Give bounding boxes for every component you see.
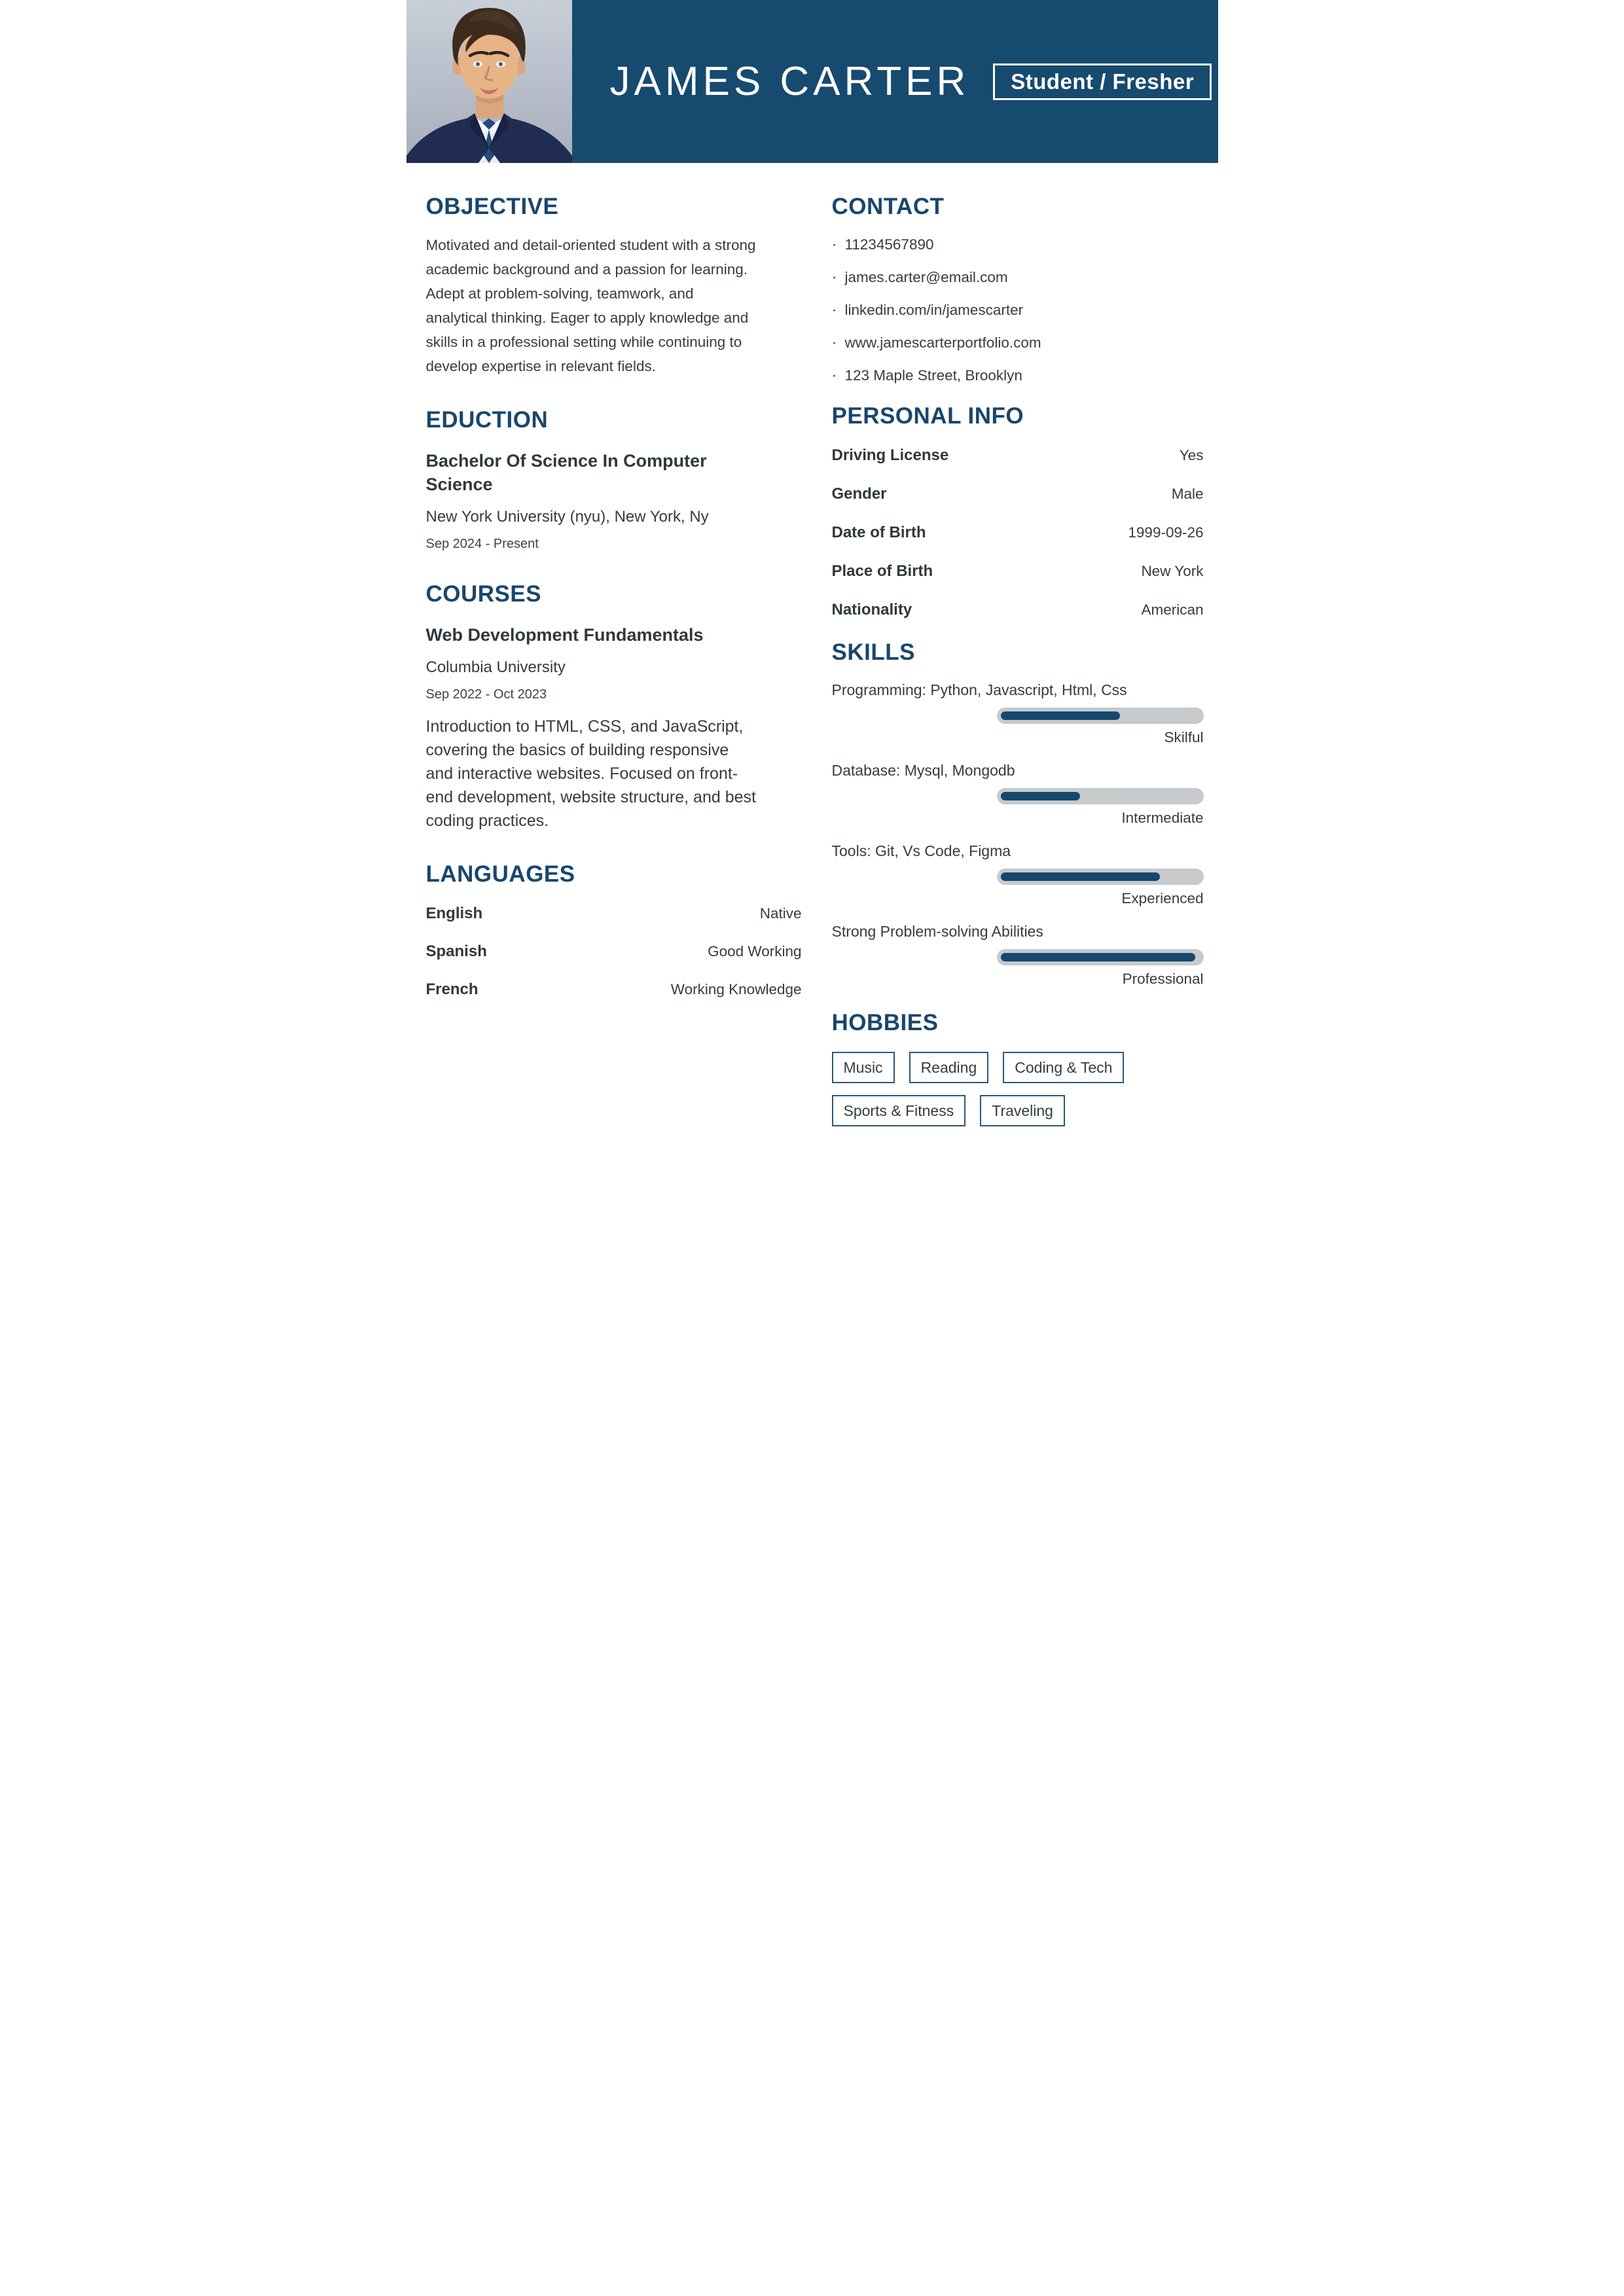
contact-email: james.carter@email.com: [844, 269, 1008, 285]
course-dates: Sep 2022 - Oct 2023: [425, 687, 547, 702]
resume-page: [406, 0, 1218, 1148]
contact-item-address: [832, 367, 1204, 385]
language-name: Spanish: [425, 942, 487, 960]
course-description: Introduction to HTML, CSS, and JavaScript, covering the basics of building responsive and interactive websites. Focused on front-end development, website structure, and best coding practices.: [425, 717, 756, 830]
education-school: New York University (nyu), New York, Ny: [425, 508, 709, 526]
skill-item-tools: [832, 841, 1204, 907]
education-dates: Sep 2024 - Present: [425, 537, 539, 551]
contact-heading: CONTACT: [831, 194, 945, 219]
info-value: New York: [1141, 563, 1204, 579]
skill-progress-fill: [1001, 872, 1160, 881]
left-column: [426, 163, 802, 1126]
skill-progress-track: [997, 869, 1204, 885]
contact-item-email: [832, 268, 1204, 287]
language-row: [426, 980, 802, 999]
profile-photo: [406, 0, 572, 163]
skill-name: Database: Mysql, Mongodb: [831, 762, 1015, 779]
languages-heading: LANGUAGES: [425, 861, 575, 887]
language-level: Native: [759, 905, 802, 922]
skill-name: Programming: Python, Javascript, Html, Css: [831, 681, 1127, 698]
role-badge: Student / Fresher: [993, 63, 1212, 100]
hobby-chip-sports-fitness: Sports & Fitness: [832, 1095, 966, 1126]
info-row-nationality: [832, 601, 1204, 619]
skill-name: Tools: Git, Vs Code, Figma: [831, 842, 1011, 859]
contact-website: www.jamescarterportfolio.com: [844, 334, 1041, 351]
objective-heading: OBJECTIVE: [425, 194, 559, 219]
skill-progress-fill: [1001, 711, 1120, 720]
info-row-driving-license: [832, 446, 1204, 465]
name-title: JAMES CARTER: [609, 59, 970, 104]
contact-address: 123 Maple Street, Brooklyn: [844, 367, 1022, 384]
language-name: English: [425, 905, 483, 922]
skill-level-label: Professional: [1122, 971, 1204, 987]
bullet-icon: ·: [831, 268, 837, 286]
info-label: Place of Birth: [831, 562, 933, 580]
skill-level-label: Experienced: [1121, 890, 1204, 906]
skill-level-label: Intermediate: [1121, 810, 1204, 826]
info-row-date-of-birth: [832, 524, 1204, 542]
objective-text: Motivated and detail-oriented student with a strong academic background and a passion for learning. Adept at problem-solving, teamwork, and analytical thinking. Eager to apply knowledge and skills in a professional setting while continuing to develop expertise in relevant fields.: [425, 237, 756, 374]
header-band: [572, 0, 1218, 163]
personal-info-heading: PERSONAL INFO: [831, 403, 1024, 429]
contact-list: [832, 236, 1204, 385]
language-name: French: [425, 980, 478, 998]
hobby-chip-traveling: Traveling: [980, 1095, 1065, 1126]
header: [406, 0, 1218, 163]
contact-item-linkedin: [832, 301, 1204, 319]
skill-name: Strong Problem-solving Abilities: [831, 923, 1043, 940]
avatar-illustration: [406, 0, 572, 163]
contact-linkedin: linkedin.com/in/jamescarter: [844, 302, 1024, 318]
info-value: Yes: [1179, 447, 1204, 463]
bullet-icon: ·: [831, 236, 837, 253]
contact-item-phone: [832, 236, 1204, 254]
language-row: [426, 942, 802, 961]
course-school: Columbia University: [425, 658, 566, 676]
bullet-icon: ·: [831, 367, 837, 384]
skill-progress-track: [997, 949, 1204, 965]
skill-level-label: Skilful: [1164, 729, 1204, 745]
education-degree: Bachelor Of Science In Computer Science: [425, 451, 707, 494]
info-label: Driving License: [831, 446, 949, 464]
contact-phone: 11234567890: [844, 236, 934, 253]
language-level: Good Working: [708, 943, 802, 960]
skill-item-programming: [832, 680, 1204, 746]
hobbies-heading: HOBBIES: [831, 1010, 939, 1035]
language-row: [426, 905, 802, 923]
skills-list: [832, 680, 1204, 988]
courses-heading: COURSES: [425, 581, 542, 607]
personal-info-rows: [832, 446, 1204, 619]
info-label: Date of Birth: [831, 524, 926, 541]
info-value: American: [1141, 601, 1204, 618]
language-level: Working Knowledge: [670, 981, 802, 997]
hobby-chip-reading: Reading: [909, 1052, 989, 1083]
skill-progress-track: [997, 708, 1204, 724]
skill-progress-fill: [1001, 792, 1081, 800]
skill-progress-track: [997, 788, 1204, 804]
contact-item-website: [832, 334, 1204, 352]
info-value: Male: [1171, 486, 1204, 502]
hobbies-chips: [832, 1052, 1204, 1126]
body-columns: [406, 163, 1218, 1126]
bullet-icon: ·: [831, 334, 837, 351]
hobby-chip-coding-tech: Coding & Tech: [1003, 1052, 1124, 1083]
right-column: [832, 163, 1204, 1126]
course-name: Web Development Fundamentals: [425, 625, 704, 645]
info-row-place-of-birth: [832, 562, 1204, 581]
bullet-icon: ·: [831, 301, 837, 319]
info-row-gender: [832, 485, 1204, 503]
info-label: Nationality: [831, 601, 912, 619]
info-label: Gender: [831, 485, 887, 503]
skills-heading: SKILLS: [831, 639, 915, 665]
info-value: 1999-09-26: [1128, 524, 1204, 541]
skill-item-problem-solving: [832, 922, 1204, 988]
hobby-chip-music: Music: [832, 1052, 895, 1083]
education-heading: EDUCTION: [425, 407, 549, 433]
skill-progress-fill: [1001, 953, 1196, 961]
skill-item-database: [832, 761, 1204, 827]
